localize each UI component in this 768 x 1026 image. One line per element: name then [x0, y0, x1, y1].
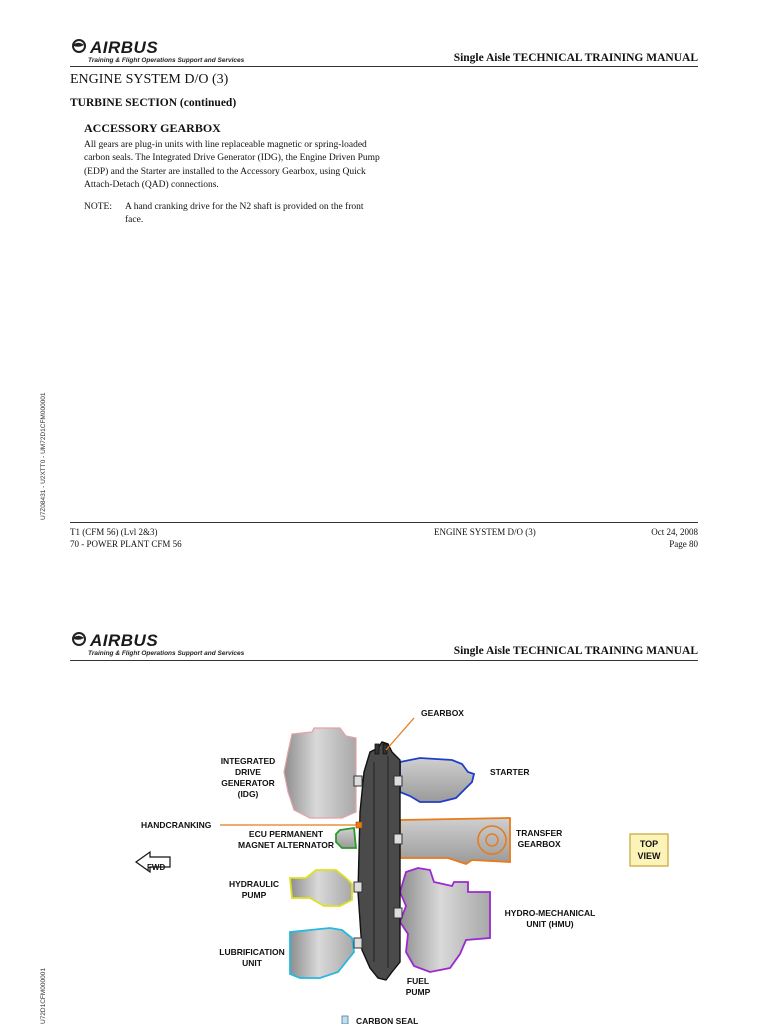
- label-idg-line1: INTEGRATED: [220, 756, 276, 766]
- label-ecu-line1: ECU PERMANENT: [248, 829, 324, 839]
- footer-page-number: Page 80: [669, 539, 698, 549]
- airbus-logo: [70, 38, 250, 74]
- brand-name: AIRBUS: [90, 631, 159, 650]
- ecu-pma-component: [336, 828, 356, 848]
- footer-date: Oct 24, 2008: [651, 527, 698, 537]
- airbus-swirl-icon: [70, 39, 88, 53]
- label-hydraulic-line1: HYDRAULIC: [228, 879, 280, 889]
- label-top-view-line1: TOP: [639, 839, 659, 849]
- label-fuel-line2: PUMP: [405, 987, 431, 997]
- carbon-seal-legend-swatch: [342, 1016, 348, 1024]
- accessory-gearbox-diagram: [70, 692, 698, 1024]
- starter-component: [400, 758, 474, 802]
- header-rule: [70, 66, 698, 67]
- manual-title-2: Single Aisle TECHNICAL TRAINING MANUAL: [453, 645, 698, 657]
- page-title: ENGINE SYSTEM D/O (3): [70, 72, 229, 87]
- footer-section: ENGINE SYSTEM D/O (3): [434, 527, 536, 537]
- label-top-view: [630, 838, 668, 862]
- transfer-gearbox-component: [400, 818, 510, 864]
- label-idg: [218, 756, 278, 800]
- note-label: NOTE:: [84, 202, 112, 212]
- hmu-component: [400, 868, 490, 972]
- subsection-heading: ACCESSORY GEARBOX: [84, 121, 221, 135]
- label-idg-line3: GENERATOR: [221, 778, 275, 788]
- label-lube-line1: LUBRIFICATION: [219, 947, 285, 957]
- airbus-logo-2: [70, 631, 250, 667]
- hydraulic-pump-component: [290, 870, 352, 906]
- label-ecu-pma: [236, 829, 336, 851]
- label-lube-unit: [218, 947, 286, 969]
- label-fuel-line1: FUEL: [406, 976, 430, 986]
- label-lube-line2: UNIT: [242, 958, 262, 968]
- label-hydraulic-line2: PUMP: [241, 890, 267, 900]
- airbus-swirl-icon: [70, 632, 88, 646]
- label-carbon-seal: CARBON SEAL: [356, 1016, 419, 1026]
- footer-rule: [70, 522, 698, 523]
- label-handcranking: HANDCRANKING: [141, 820, 212, 830]
- manual-title: Single Aisle TECHNICAL TRAINING MANUAL: [453, 52, 698, 64]
- note-text: A hand cranking drive for the N2 shaft is provided on the front face.: [125, 202, 364, 226]
- brand-tagline: Training & Flight Operations Support and Services: [88, 57, 245, 64]
- label-starter: STARTER: [490, 767, 530, 777]
- label-hmu-line1: HYDRO-MECHANICAL: [504, 908, 596, 918]
- idg-component: [284, 728, 356, 818]
- lube-unit-component: [290, 928, 354, 978]
- side-document-code: U7Z08431 - U2XTT0 - UM72D1CFM000001: [40, 392, 47, 520]
- label-transfer-line1: TRANSFER: [516, 828, 563, 838]
- label-transfer-line2: GEARBOX: [517, 839, 561, 849]
- header-rule-2: [70, 660, 698, 661]
- footer-chapter: 70 - POWER PLANT CFM 56: [70, 539, 182, 549]
- label-idg-line2: DRIVE: [235, 767, 261, 777]
- section-heading: TURBINE SECTION (continued): [70, 97, 237, 109]
- label-idg-line4: (IDG): [237, 789, 259, 799]
- label-fwd: FWD: [147, 863, 166, 872]
- label-hmu-line2: UNIT (HMU): [526, 919, 574, 929]
- label-hydraulic-pump: [226, 879, 282, 901]
- footer-course: T1 (CFM 56) (Lvl 2&3): [70, 527, 158, 537]
- side-document-code-2: U72D1CFM000001: [40, 967, 47, 1024]
- label-top-view-line2: VIEW: [637, 851, 661, 861]
- label-hmu: [500, 908, 600, 930]
- label-transfer-gearbox: [516, 828, 562, 850]
- brand-tagline: Training & Flight Operations Support and Services: [88, 650, 245, 657]
- label-gearbox: GEARBOX: [421, 708, 464, 718]
- body-paragraph: All gears are plug-in units with line replaceable magnetic or spring-loaded carbon seals. The Integrated Drive Generator (IDG), the Engine Driven Pump (EDP) and the Starter are installed to the Accessory Gearbox, using Quick Attach-Detach (QAD) connections.: [84, 140, 380, 191]
- brand-name: AIRBUS: [90, 38, 159, 57]
- label-fuel-pump: [400, 976, 436, 998]
- label-ecu-line2: MAGNET ALTERNATOR: [237, 840, 334, 850]
